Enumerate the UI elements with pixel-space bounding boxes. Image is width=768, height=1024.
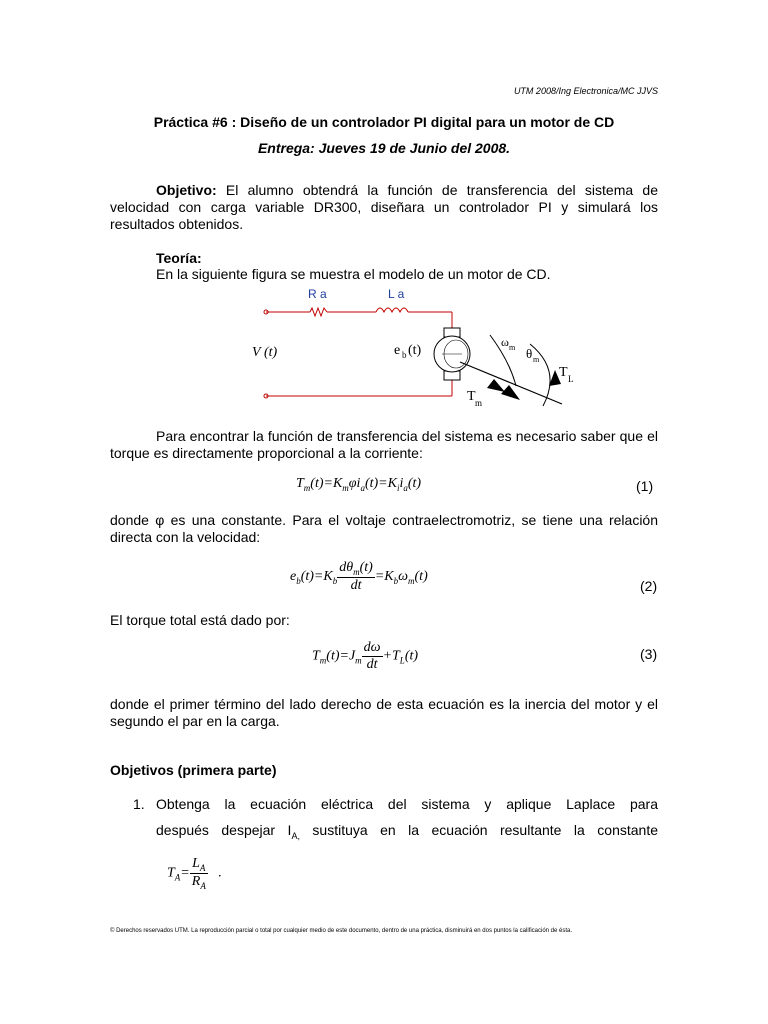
equation-2-number: (2) [640, 578, 658, 594]
objective-label: Objetivo: [156, 182, 217, 198]
list-item-number: 1. [133, 796, 145, 812]
label-v-arg: (t) [264, 345, 278, 360]
label-theta-sub: m [533, 355, 540, 364]
theory-heading: Teoría: [156, 250, 202, 266]
list-item-line-1: Obtenga la ecuación eléctrica del sistema y aplique Laplace para [156, 796, 658, 812]
section-heading: Objetivos (primera parte) [110, 762, 277, 778]
objective-paragraph [110, 182, 658, 233]
footer-copyright: © Derechos reservados UTM. La reproducción parcial o total por cualquier medio de este documento, dentro de una práctica, disminuirá en dos puntos la calificación de ésta. [110, 928, 573, 934]
equation-2: $e_b(t)=K_b$ $\frac{d\theta_m(t)}{dt}$ $=K_b\omega_m(t)$ [290, 560, 428, 593]
label-tm: T [467, 389, 476, 404]
motor-circuit-diagram [200, 282, 580, 412]
label-eb-sub: b [402, 350, 407, 360]
list-item-line-2: después despejar $I_{A,}$ sustituya en la ecuación resultante la constante [156, 822, 658, 841]
resistor-ra [310, 308, 327, 316]
header-reference: UTM 2008/Ing Electronica/MC JJVS [513, 86, 658, 96]
time-constant-formula: $T_A=$ $\frac{L_A}{R_A}$ . [167, 856, 222, 891]
tm-arrowhead [501, 385, 520, 400]
label-v: V [252, 345, 261, 360]
load-torque-arc [530, 344, 550, 406]
label-tl: T [559, 365, 568, 380]
label-eb-arg: (t) [408, 343, 422, 358]
label-la: L a [388, 287, 405, 301]
label-ra: R a [308, 287, 327, 301]
label-theta: θ [526, 346, 533, 361]
equation-1-number: (1) [636, 478, 654, 494]
tm-arrowhead-2 [487, 379, 505, 392]
equation-1: $T_m(t)=K_m\varphi i_a(t)=K_ii_a(t)$ [296, 476, 422, 493]
paragraph-total-torque: El torque total está dado por: [110, 612, 290, 628]
equation-3-number: (3) [640, 646, 658, 662]
objective-text: El alumno obtendrá la función de transferencia del sistema de velocidad con carga variable DR300, diseñara un controlador PI y simulará los resultados obtenidos. [110, 182, 658, 232]
label-eb: e [394, 343, 401, 358]
paragraph-inertia: donde el primer término del lado derecho de esta ecuación es la inercia del motor y el segundo el par en la carga. [110, 696, 658, 729]
label-tl-sub: L [568, 374, 574, 384]
inductor-la [376, 308, 408, 312]
paragraph-torque: Para encontrar la función de transferencia del sistema es necesario saber que el torque es directamente proporcional a la corriente: [110, 428, 658, 461]
page-title: Práctica #6 : Diseño de un controlador PI digital para un motor de CD [153, 114, 615, 130]
label-omega-sub: m [509, 343, 516, 352]
equation-3: $T_m(t)=J_m$ $\frac{d\omega}{dt}$ $+T_L(t)$ [312, 640, 419, 672]
theory-intro: En la siguiente figura se muestra el modelo de un motor de CD. [156, 266, 551, 282]
delivery-date: Entrega: Jueves 19 de Junio del 2008. [257, 140, 511, 156]
label-omega: ω [501, 335, 509, 349]
label-tm-sub: m [475, 398, 483, 408]
paragraph-back-emf: donde φ es una constante. Para el voltaje contraelectromotriz, se tiene una relación directa con la velocidad: [110, 512, 658, 545]
